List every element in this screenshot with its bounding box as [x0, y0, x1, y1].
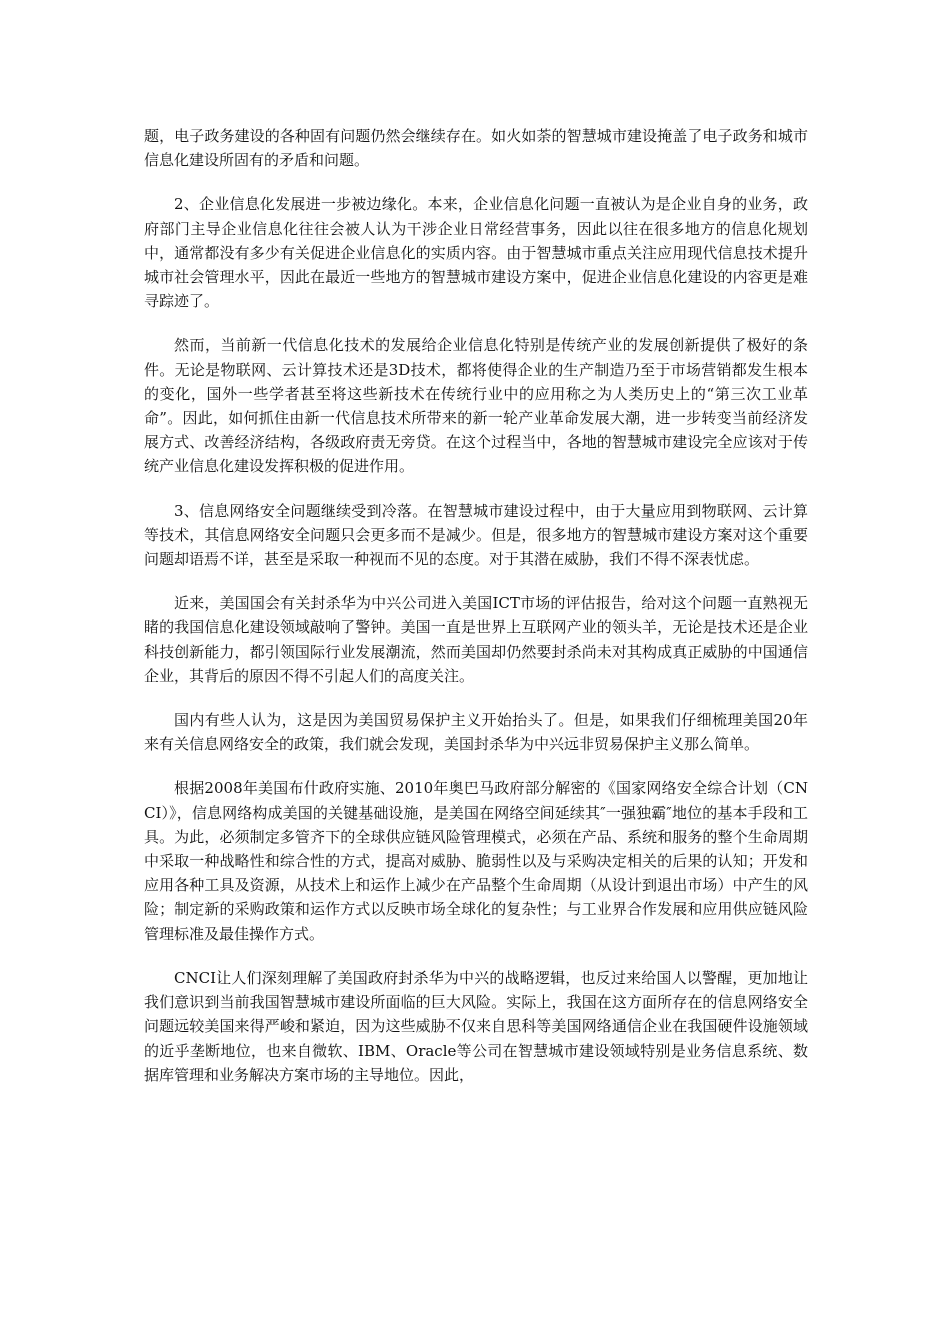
paragraph-enterprise-informatization: 2、企业信息化发展进一步被边缘化。本来，企业信息化问题一直被认为是企业自身的业务，政府部门主导企业信息化往往会被人认为干涉企业日常经营事务，因此以往在很多地方的信息化规划中，通常都没有多少有关促进企业信息化的实质内容。由于智慧城市重点关注应用现代信息技术提升城市社会管理水平，因此在最近一些地方的智慧城市建设方案中，促进企业信息化建设的内容更是难寻踪迹了。 [144, 195, 808, 311]
paragraph-cnci-plan: 根据2008年美国布什政府实施、2010年奥巴马政府部分解密的《国家网络安全综合计划（CNCI）》，信息网络构成美国的关键基础设施，是美国在网络空间延续其″一强独霸″地位的基本手段和工具。为此，必须制定多管齐下的全球供应链风险管理模式，必须在产品、系统和服务的整个生命周期中采取一种战略性和综合性的方式，提高对威胁、脆弱性以及与采购决定相关的后果的认知；开发和应用各种工具及资源，从技术上和运作上减少在产品整个生命周期（从设计到退出市场）中产生的风险；制定新的采购政策和运作方式以反映市场全球化的复杂性；与工业界合作发展和应用供应链风险管理标准及最佳操作方式。 [144, 779, 808, 943]
paragraph-us-congress-report: 近来，美国国会有关封杀华为中兴公司进入美国ICT市场的评估报告，给对这个问题一直熟视无睹的我国信息化建设领域敲响了警钟。美国一直是世界上互联网产业的领头羊，无论是技术还是企业科技创新能力，都引领国际行业发展潮流，然而美国却仍然要封杀尚未对其构成真正威胁的中国通信企业，其背后的原因不得不引起人们的高度关注。 [144, 594, 808, 685]
paragraph-cnci-lesson: CNCI让人们深刻理解了美国政府封杀华为中兴的战略逻辑，也反过来给国人以警醒，更加地让我们意识到当前我国智慧城市建设所面临的巨大风险。实际上，我国在这方面所存在的信息网络安全问题远较美国来得严峻和紧迫，因为这些威胁不仅来自思科等美国网络通信企业在我国硬件设施领域的近乎垄断地位，也来自微软、IBM、Oracle等公司在智慧城市建设领域特别是业务信息系统、数据库管理和业务解决方案市场的主导地位。因此， [144, 968, 808, 1084]
paragraph-continued: 题，电子政务建设的各种固有问题仍然会继续存在。如火如荼的智慧城市建设掩盖了电子政务和城市信息化建设所固有的矛盾和问题。 [144, 127, 808, 170]
document-page [144, 124, 808, 1107]
paragraph-trade-protectionism: 国内有些人认为，这是因为美国贸易保护主义开始抬头了。但是，如果我们仔细梳理美国20年来有关信息网络安全的政策，我们就会发现，美国封杀华为中兴远非贸易保护主义那么简单。 [144, 711, 808, 754]
paragraph-network-security: 3、信息网络安全问题继续受到冷落。在智慧城市建设过程中，由于大量应用到物联网、云计算等技术，其信息网络安全问题只会更多而不是减少。但是，很多地方的智慧城市建设方案对这个重要问题却语焉不详，甚至是采取一种视而不见的态度。对于其潜在威胁，我们不得不深表忧虑。 [144, 501, 808, 569]
paragraph-new-generation-technology: 然而，当前新一代信息化技术的发展给企业信息化特别是传统产业的发展创新提供了极好的条件。无论是物联网、云计算技术还是3D技术，都将使得企业的生产制造乃至于市场营销都发生根本的变化，国外一些学者甚至将这些新技术在传统行业中的应用称之为人类历史上的“第三次工业革命”。因此，如何抓住由新一代信息技术所带来的新一轮产业革命发展大潮，进一步转变当前经济发展方式、改善经济结构，各级政府责无旁贷。在这个过程当中，各地的智慧城市建设完全应该对于传统产业信息化建设发挥积极的促进作用。 [144, 336, 808, 476]
